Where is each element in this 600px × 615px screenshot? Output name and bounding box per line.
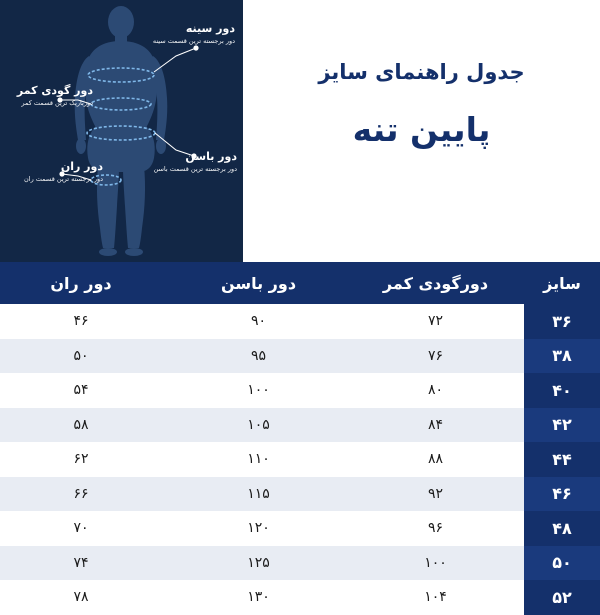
cell-waist: ۸۸ bbox=[347, 442, 524, 477]
cell-thigh: ۴۶ bbox=[0, 304, 170, 339]
callout-thigh-subtitle: دور برجسته ترین قسمت ران bbox=[23, 175, 103, 184]
cell-size: ۳۸ bbox=[524, 339, 600, 374]
callout-bust-subtitle: دور برجسته ترین قسمت سینه bbox=[152, 37, 235, 46]
table-row bbox=[0, 304, 600, 339]
table-row bbox=[0, 477, 600, 512]
table-row bbox=[0, 442, 600, 477]
body-diagram-panel bbox=[0, 0, 243, 262]
callout-bust-title: دور سینه bbox=[185, 22, 235, 35]
cell-hip: ۱۳۰ bbox=[170, 580, 347, 615]
cell-thigh: ۷۴ bbox=[0, 546, 170, 581]
size-table-wrapper bbox=[0, 262, 600, 607]
callout-thigh-title: دور ران bbox=[60, 160, 103, 173]
callout-waist-subtitle: دورباریک ترین قسمت کمر bbox=[21, 99, 93, 108]
cell-size: ۴۶ bbox=[524, 477, 600, 512]
callout-waist-title: دور گودی کمر bbox=[16, 84, 93, 97]
table-body bbox=[0, 304, 600, 615]
cell-hip: ۱۲۰ bbox=[170, 511, 347, 546]
header-hip: دور باسن bbox=[170, 262, 347, 304]
cell-waist: ۷۲ bbox=[347, 304, 524, 339]
cell-hip: ۹۰ bbox=[170, 304, 347, 339]
callout-hip-title: دور باسن bbox=[185, 150, 237, 163]
header-thigh: دور ران bbox=[0, 262, 170, 304]
table-row bbox=[0, 339, 600, 374]
hero-section bbox=[0, 0, 600, 262]
cell-waist: ۱۰۴ bbox=[347, 580, 524, 615]
cell-thigh: ۶۲ bbox=[0, 442, 170, 477]
cell-size: ۵۲ bbox=[524, 580, 600, 615]
cell-thigh: ۷۰ bbox=[0, 511, 170, 546]
callout-hip bbox=[154, 150, 237, 174]
table-row bbox=[0, 373, 600, 408]
header-size: سایز bbox=[524, 262, 600, 304]
callout-bust bbox=[153, 22, 235, 46]
page-subtitle: پایین تنه bbox=[352, 110, 491, 149]
cell-size: ۴۰ bbox=[524, 373, 600, 408]
cell-hip: ۱۲۵ bbox=[170, 546, 347, 581]
cell-waist: ۸۴ bbox=[347, 408, 524, 443]
cell-thigh: ۵۰ bbox=[0, 339, 170, 374]
title-block bbox=[243, 0, 600, 262]
callout-waist bbox=[17, 84, 93, 108]
cell-size: ۴۲ bbox=[524, 408, 600, 443]
callout-hip-subtitle: دور برجسته ترین قسمت باسن bbox=[153, 165, 237, 174]
cell-waist: ۷۶ bbox=[347, 339, 524, 374]
cell-hip: ۱۱۰ bbox=[170, 442, 347, 477]
table-row bbox=[0, 511, 600, 546]
cell-hip: ۹۵ bbox=[170, 339, 347, 374]
cell-thigh: ۵۸ bbox=[0, 408, 170, 443]
cell-waist: ۱۰۰ bbox=[347, 546, 524, 581]
header-waist: دورگودی کمر bbox=[347, 262, 524, 304]
cell-size: ۴۸ bbox=[524, 511, 600, 546]
cell-size: ۴۴ bbox=[524, 442, 600, 477]
cell-waist: ۸۰ bbox=[347, 373, 524, 408]
cell-thigh: ۵۴ bbox=[0, 373, 170, 408]
table-row bbox=[0, 408, 600, 443]
cell-thigh: ۶۶ bbox=[0, 477, 170, 512]
cell-hip: ۱۰۵ bbox=[170, 408, 347, 443]
size-table bbox=[0, 262, 600, 615]
table-header-row bbox=[0, 262, 600, 304]
callout-thigh bbox=[24, 160, 103, 184]
cell-waist: ۹۲ bbox=[347, 477, 524, 512]
cell-size: ۵۰ bbox=[524, 546, 600, 581]
table-head bbox=[0, 262, 600, 304]
table-row bbox=[0, 580, 600, 615]
cell-waist: ۹۶ bbox=[347, 511, 524, 546]
cell-thigh: ۷۸ bbox=[0, 580, 170, 615]
page-title: جدول راهنمای سایز bbox=[318, 60, 525, 84]
cell-size: ۳۶ bbox=[524, 304, 600, 339]
table-row bbox=[0, 546, 600, 581]
cell-hip: ۱۱۵ bbox=[170, 477, 347, 512]
cell-hip: ۱۰۰ bbox=[170, 373, 347, 408]
